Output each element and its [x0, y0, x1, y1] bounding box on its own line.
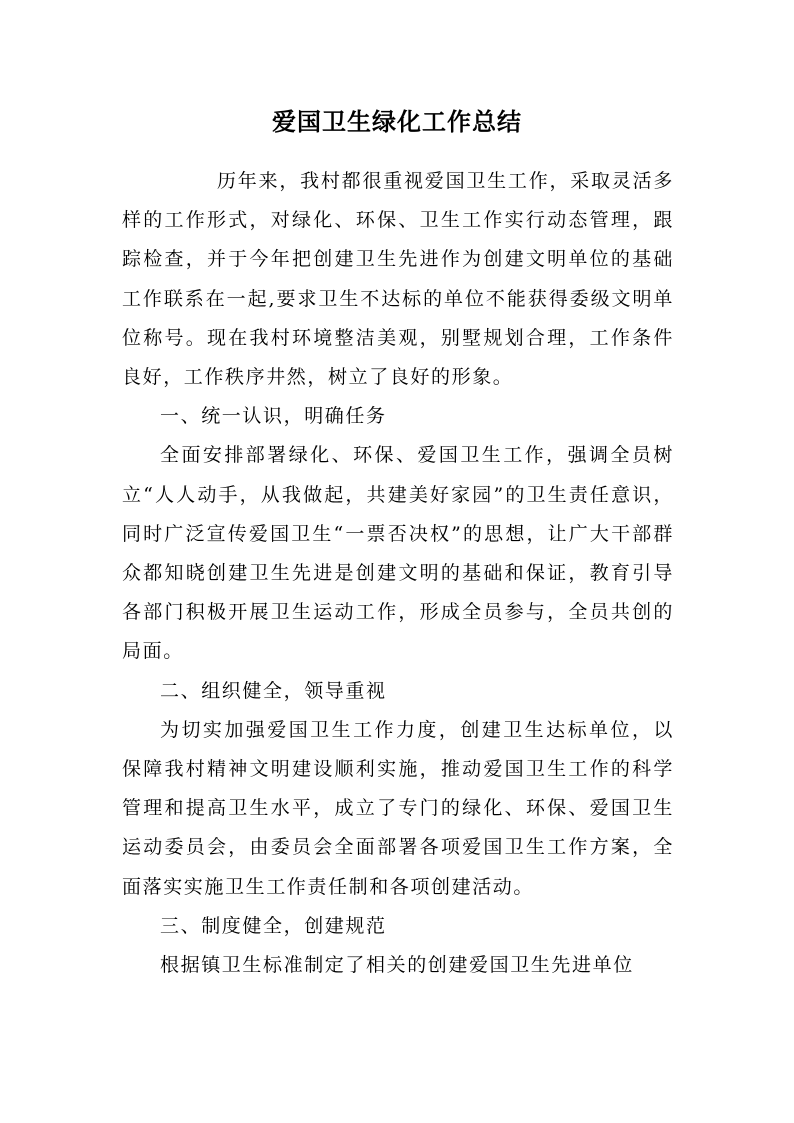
- document-title: 爱国卫生绿化工作总结: [272, 108, 522, 136]
- section-heading-2: 二、组织健全，领导重视: [160, 679, 387, 702]
- document-body: [122, 162, 674, 985]
- section-heading-1: 一、统一认识，明确任务: [160, 405, 387, 428]
- section-paragraph-1: 全面安排部署绿化、环保、爱国卫生工作，强调全员树立“人人动手，从我做起，共建美好家园”的卫生责任意识，同时广泛宣传爱国卫生“一票否决权”的思想，让广大干部群众都知晓创建卫生先进是创建文明的基础和保证，教育引导各部门积极开展卫生运动工作，形成全员参与，全员共创的局面。: [122, 444, 674, 663]
- section-heading-3: 三、制度健全，创建规范: [160, 914, 387, 937]
- section-paragraph-3: 根据镇卫生标准制定了相关的创建爱国卫生先进单位: [160, 954, 634, 977]
- section-paragraph-2: 为切实加强爱国卫生工作力度，创建卫生达标单位，以保障我村精神文明建设顺利实施，推动爱国卫生工作的科学管理和提高卫生水平，成立了专门的绿化、环保、爱国卫生运动委员会，由委员会全面部署各项爱国卫生工作方案，全面落实实施卫生工作责任制和各项创建活动。: [122, 718, 674, 898]
- intro-paragraph: 历年来，我村都很重视爱国卫生工作，采取灵活多样的工作形式，对绿化、环保、卫生工作实行动态管理，跟踪检查，并于今年把创建卫生先进作为创建文明单位的基础工作联系在一起,要求卫生不达标的单位不能获得委级文明单位称号。现在我村环境整洁美观，别墅规划合理，工作条件良好，工作秩序井然，树立了良好的形象。: [122, 170, 674, 389]
